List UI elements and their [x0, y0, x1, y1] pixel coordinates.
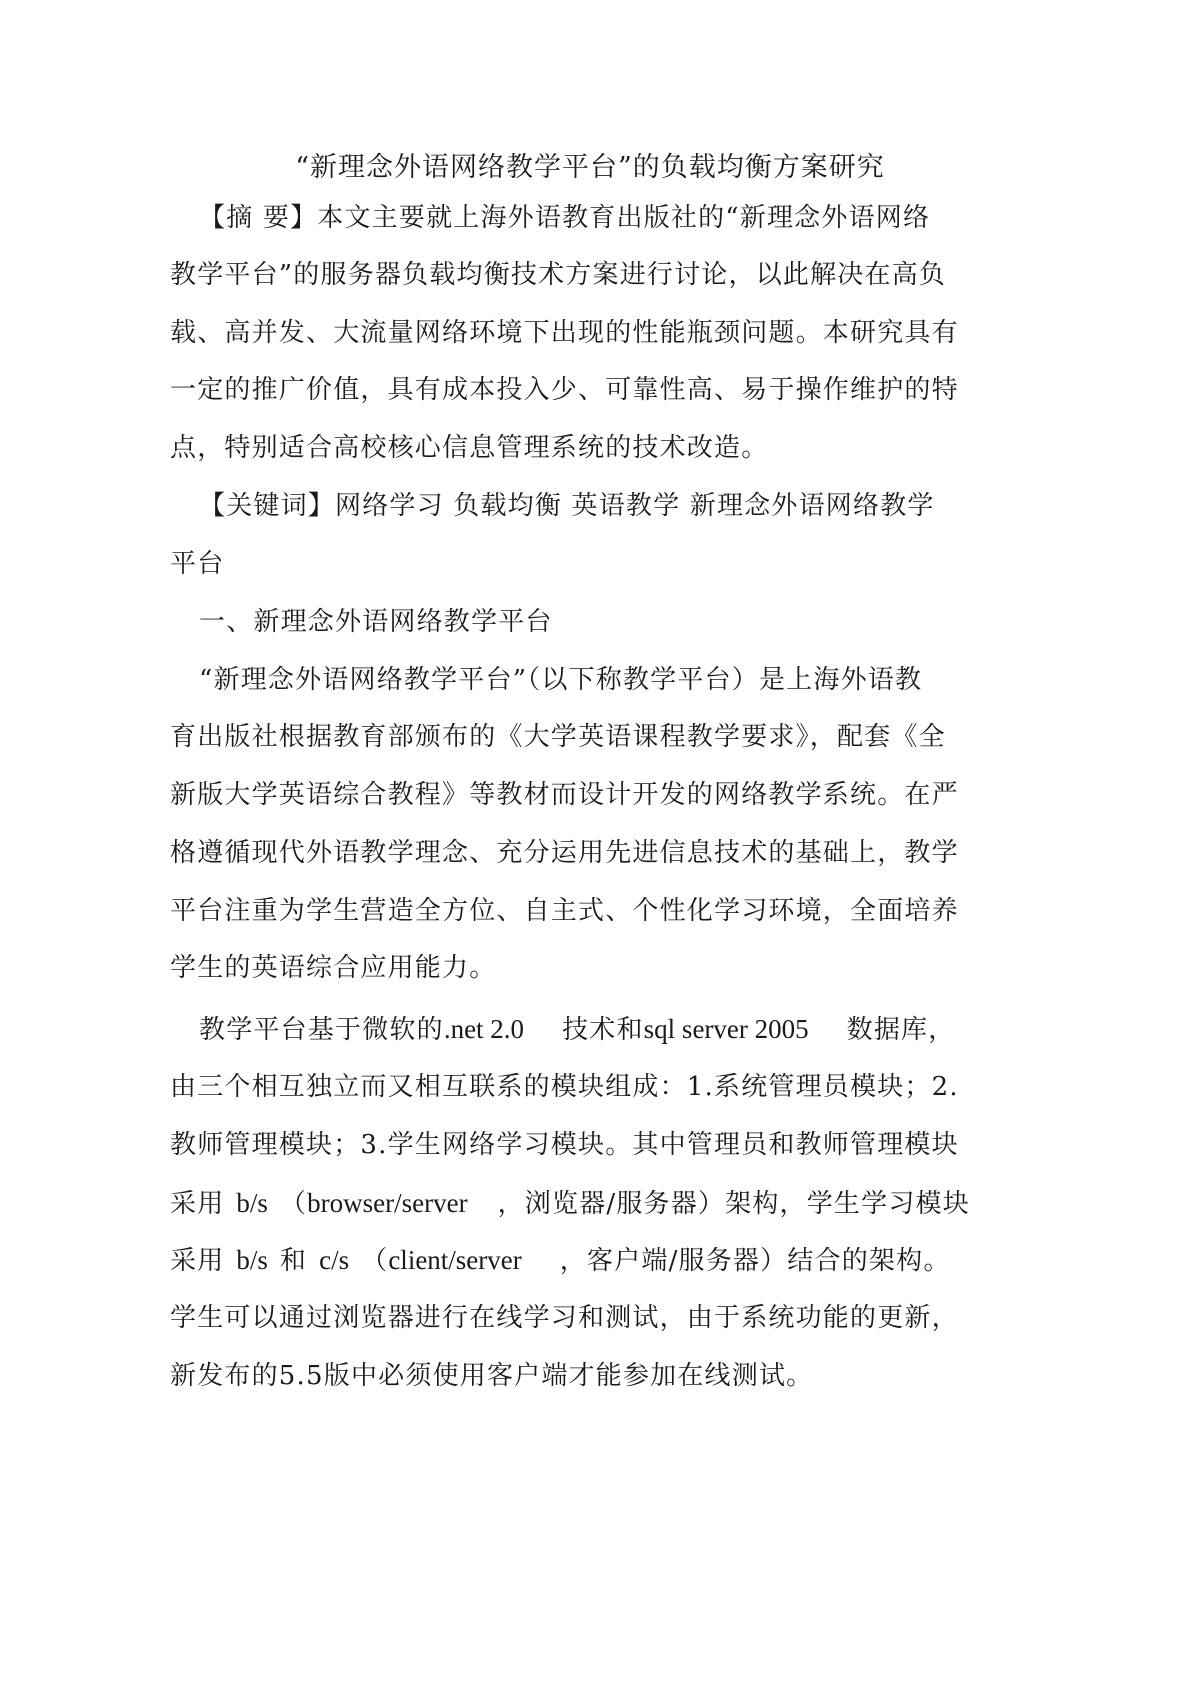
paragraph-line: 育出版社根据教育部颁布的《大学英语课程教学要求》，配套《全	[170, 722, 946, 752]
paragraph-line: “新理念外语网络教学平台”（以下称教学平台）是上海外语教	[199, 665, 923, 695]
abstract-line: 教学平台”的服务器负载均衡技术方案进行讨论，以此解决在高负	[170, 260, 947, 290]
abstract-line: 一定的推广价值，具有成本投入少、可靠性高、易于操作维护的特	[170, 375, 959, 405]
abstract-line: 【摘 要】本文主要就上海外语教育出版社的“新理念外语网络	[199, 203, 931, 233]
text-run: b/s	[236, 1188, 268, 1218]
text-run: 采用	[170, 1189, 225, 1219]
text-run: client/server	[388, 1245, 522, 1275]
section-heading: 一、新理念外语网络教学平台	[199, 607, 553, 637]
text-run: browser/server	[307, 1188, 468, 1218]
paragraph-line: 学生的英语综合应用能力。	[170, 953, 497, 983]
text-run: c/s	[319, 1245, 350, 1275]
text-run: （	[361, 1246, 389, 1276]
keywords-line: 【关键词】网络学习 负载均衡 英语教学 新理念外语网络教学	[199, 491, 935, 521]
paragraph-line	[170, 1184, 970, 1223]
document-title: “新理念外语网络教学平台”的负载均衡方案研究	[295, 152, 885, 183]
text-run: 教学平台基于微软的	[199, 1015, 444, 1045]
text-run: 采用	[170, 1246, 225, 1276]
text-run: sql server 2005	[643, 1014, 809, 1044]
text-run: ，浏览器/服务器）架构，学生学习模块	[497, 1189, 970, 1219]
paragraph-line	[199, 1010, 955, 1049]
paragraph-line: 由三个相互独立而又相互联系的模块组成：1.系统管理员模块；2.	[170, 1072, 959, 1102]
text-run: 和	[279, 1246, 308, 1276]
text-run: b/s	[236, 1245, 268, 1275]
paragraph-line	[170, 1241, 951, 1280]
paragraph-line: 新发布的5.5版中必须使用客户端才能参加在线测试。	[170, 1361, 814, 1391]
paragraph-line: 学生可以通过浏览器进行在线学习和测试，由于系统功能的更新，	[170, 1303, 959, 1333]
text-run: （	[279, 1189, 308, 1219]
text-run: 数据库，	[846, 1015, 956, 1045]
paragraph-line: 教师管理模块；3.学生网络学习模块。其中管理员和教师管理模块	[170, 1130, 959, 1160]
paragraph-line: 格遵循现代外语教学理念、充分运用先进信息技术的基础上，教学	[170, 838, 959, 868]
paragraph-line: 新版大学英语综合教程》等教材而设计开发的网络教学系统。在严	[170, 780, 959, 810]
keywords-line: 平台	[170, 549, 225, 579]
text-run: 技术和	[562, 1015, 644, 1045]
paragraph-line: 平台注重为学生营造全方位、自主式、个性化学习环境，全面培养	[170, 896, 959, 926]
abstract-line: 点，特别适合高校核心信息管理系统的技术改造。	[170, 433, 769, 463]
text-run: ，客户端/服务器）结合的架构。	[559, 1246, 951, 1276]
text-run: .net 2.0	[443, 1014, 525, 1044]
abstract-line: 载、高并发、大流量网络环境下出现的性能瓶颈问题。本研究具有	[170, 318, 959, 348]
